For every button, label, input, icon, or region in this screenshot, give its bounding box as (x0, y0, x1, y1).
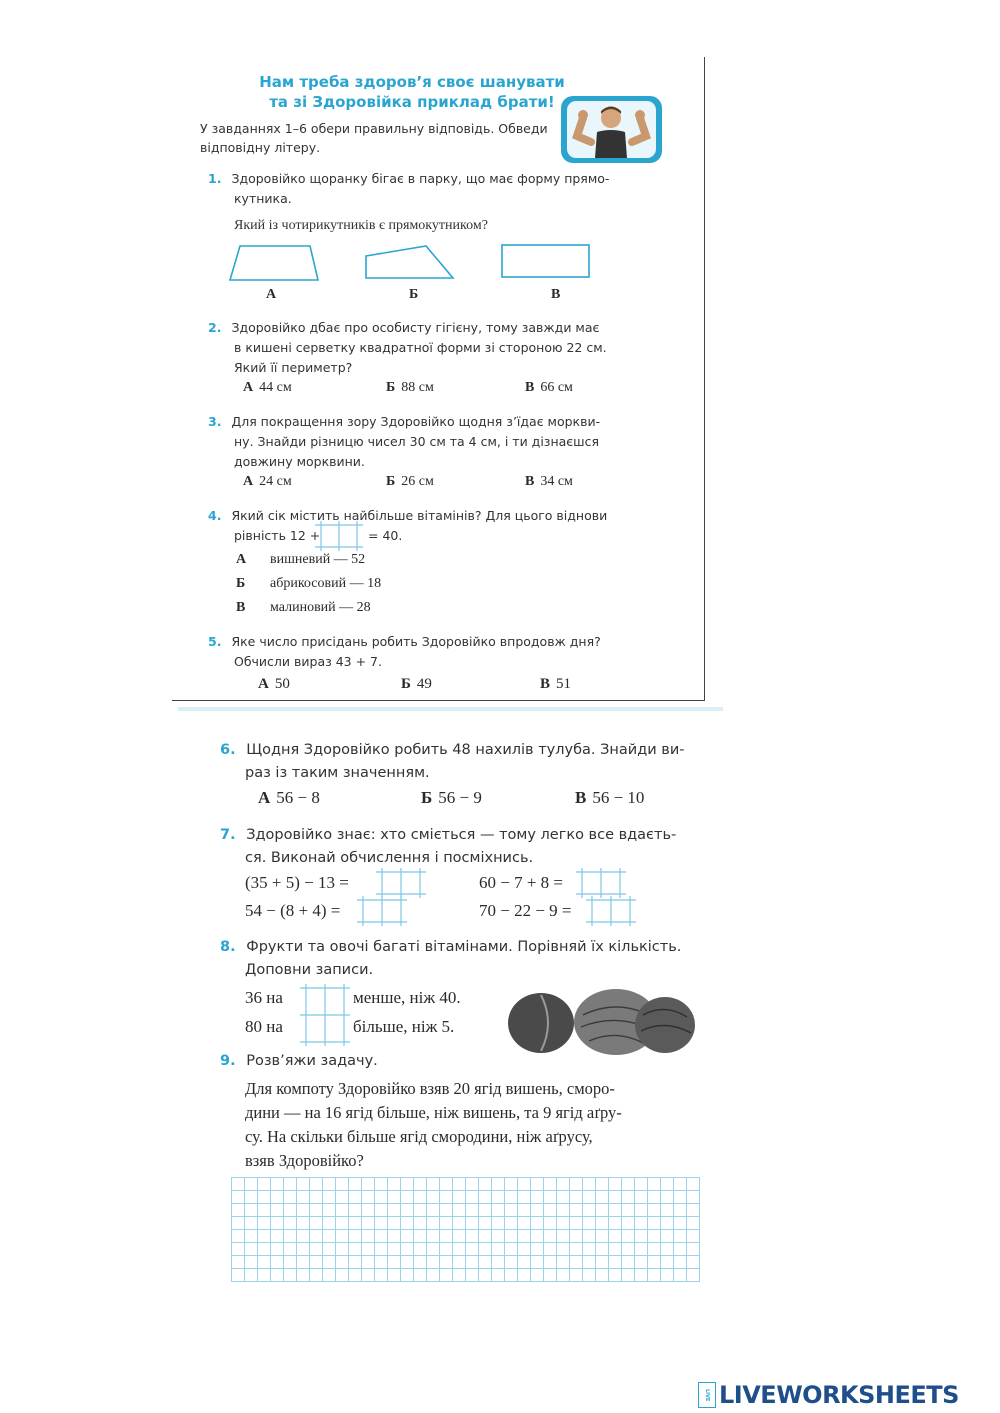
q8-row-2-end: більше, ніж 5. (353, 1017, 455, 1036)
option-letter: В (236, 600, 246, 615)
option-value: 66 см (540, 380, 573, 395)
page-divider (178, 707, 723, 711)
q8-row-1-start: 36 на (245, 988, 283, 1007)
question-text: Яке число присідань робить Здоровійко впродовж дня? (231, 634, 601, 649)
trapezoid-shape-a (230, 246, 318, 280)
question-text-cont: Який її периметр? (234, 360, 353, 375)
q7-answer-grid-3[interactable] (357, 896, 407, 926)
q6-option-b[interactable] (421, 788, 482, 808)
q5-option-b[interactable] (401, 676, 432, 693)
logo-badge (698, 1382, 716, 1408)
question-text-cont: Доповни записи. (245, 962, 374, 978)
question-text-cont: в кишені серветку квадратної форми зі стороною 22 см. (234, 340, 607, 355)
question-1 (208, 169, 668, 236)
option-letter: В (525, 380, 535, 395)
question-text: Здоровійко знає: хто сміється — тому легко все вдаєть- (246, 827, 677, 843)
rectangle-shape-c (502, 245, 589, 277)
q7-expression-3: 54 − (8 + 4) = (245, 901, 341, 920)
question-text-cont: Обчисли вираз 43 + 7. (234, 654, 382, 669)
q8-row-2-start: 80 на (245, 1017, 283, 1036)
shape-label-a[interactable]: А (266, 287, 277, 302)
question-number: 9. (220, 1053, 236, 1069)
option-value: 51 (556, 676, 572, 692)
question-text-cont: довжину морквини. (234, 454, 365, 469)
q4-option-c[interactable] (236, 600, 371, 616)
q4-option-b[interactable] (236, 576, 381, 592)
question-number: 7. (220, 827, 236, 843)
q9-answer-grid[interactable] (231, 1177, 700, 1282)
shape-label-c[interactable]: В (551, 287, 561, 302)
option-letter: Б (236, 576, 246, 591)
q6-option-c[interactable] (575, 788, 644, 808)
q3-option-b[interactable] (386, 474, 434, 490)
question-prompt: Який із чотирикутників є прямокутником? (234, 218, 488, 233)
problem-line-3: су. На скільки більше ягід смородини, ніж аґрусу, (245, 1127, 593, 1146)
option-letter: А (258, 788, 271, 807)
question-text: Який сік містить найбільше вітамінів? Для цього віднови (231, 508, 608, 523)
option-letter: В (575, 788, 587, 807)
q5-option-c[interactable] (540, 676, 571, 693)
q7-expression-2: 60 − 7 + 8 = (479, 873, 564, 892)
problem-line-4: взяв Здоровійко? (245, 1151, 364, 1170)
cabbage-illustration (503, 985, 698, 1057)
problem-line-1: Для компоту Здоровійко взяв 20 ягід вишень, сморо- (245, 1079, 615, 1098)
q5-option-a[interactable] (258, 676, 290, 693)
question-4 (208, 506, 668, 526)
option-value: 26 см (401, 474, 434, 489)
question-text: Розв’яжи задачу. (246, 1053, 378, 1069)
question-number: 4. (208, 508, 222, 523)
option-value: абрикосовий — 18 (270, 576, 382, 591)
option-letter: Б (421, 788, 433, 807)
question-8 (220, 936, 720, 982)
q7-expression-4: 70 − 22 − 9 = (479, 901, 572, 920)
q7-expression-1: (35 + 5) − 13 = (245, 873, 349, 892)
question-7 (220, 824, 720, 870)
option-value: 34 см (540, 474, 573, 489)
option-value: вишневий — 52 (270, 552, 366, 567)
q8-row-1-end: менше, ніж 40. (353, 988, 461, 1007)
question-text-cont: раз із таким значенням. (245, 765, 430, 781)
option-value: 56 − 10 (592, 788, 645, 807)
q7-answer-grid-4[interactable] (586, 896, 636, 926)
question-5 (208, 632, 668, 672)
instructions (200, 119, 560, 157)
instructions-line-2: відповідну літеру. (200, 140, 321, 155)
question-number: 6. (220, 742, 236, 758)
option-value: 56 − 9 (438, 788, 482, 807)
question-text-cont: ну. Знайди різницю чисел 30 см та 4 см, і ти дізнаєшся (234, 434, 599, 449)
question-text: Фрукти та овочі багаті вітамінами. Порівняй їх кількість. (246, 939, 682, 955)
option-value: малиновий — 28 (270, 600, 371, 615)
question-text: Здоровійко щоранку бігає в парку, що має форму прямо- (231, 171, 610, 186)
q2-option-a[interactable] (243, 380, 292, 396)
question-3 (208, 412, 668, 472)
option-letter: А (243, 474, 254, 489)
question-text-cont: ся. Виконай обчислення і посміхнись. (245, 850, 534, 866)
q3-option-a[interactable] (243, 474, 292, 490)
instructions-line-1: У завданнях 1–6 обери правильну відповідь. Обведи (200, 121, 548, 136)
q4-answer-grid[interactable] (315, 521, 363, 551)
option-letter: Б (386, 380, 396, 395)
question-text: Щодня Здоровійко робить 48 нахилів тулуба. Знайди ви- (246, 742, 685, 758)
question-text-cont: кутника. (234, 191, 292, 206)
question-9 (220, 1050, 720, 1073)
option-letter: А (258, 676, 269, 692)
option-value: 24 см (259, 474, 292, 489)
page-title (222, 72, 602, 112)
q4-option-a[interactable] (236, 552, 365, 568)
q9-problem-text (245, 1077, 705, 1173)
question-number: 1. (208, 171, 222, 186)
logo-text: LIVEWORKSHEETS (719, 1381, 959, 1409)
question-text: Здоровійко дбає про особисту гігієну, тому завжди має (231, 320, 600, 335)
question-2 (208, 318, 668, 378)
title-line-2: та зі Здоровійка приклад брати! (269, 93, 555, 111)
question-number: 8. (220, 939, 236, 955)
q4-equation-right: = 40. (368, 528, 403, 543)
liveworksheets-logo[interactable] (698, 1380, 959, 1410)
question-number: 5. (208, 634, 222, 649)
question-text: Для покращення зору Здоровійко щодня з’їдає моркви- (231, 414, 601, 429)
option-letter: Б (386, 474, 396, 489)
option-value: 56 − 8 (276, 788, 320, 807)
option-letter: Б (401, 676, 411, 692)
q2-option-c[interactable] (525, 380, 573, 396)
option-value: 50 (274, 676, 290, 692)
option-letter: А (243, 380, 254, 395)
q3-option-c[interactable] (525, 474, 573, 490)
question-number: 3. (208, 414, 222, 429)
option-value: 88 см (401, 380, 434, 395)
boy-illustration (561, 96, 662, 163)
option-letter: А (236, 552, 247, 567)
option-value: 49 (416, 676, 432, 692)
problem-line-2: дини — на 16 ягід більше, ніж вишень, та 9 ягід аґру- (245, 1103, 622, 1122)
q6-option-a[interactable] (258, 788, 320, 808)
option-letter: В (540, 676, 551, 692)
question-number: 2. (208, 320, 222, 335)
option-letter: В (525, 474, 535, 489)
q7-answer-grid-2[interactable] (576, 868, 626, 898)
q2-option-b[interactable] (386, 380, 434, 396)
q7-answer-grid-1[interactable] (376, 868, 426, 898)
shapes-figure (228, 240, 598, 284)
q4-equation-left: рівність 12 + (234, 528, 321, 543)
quadrilateral-shape-b (366, 246, 453, 278)
option-value: 44 см (259, 380, 292, 395)
logo-badge-text: LIVE (704, 1388, 710, 1402)
question-6 (220, 739, 720, 785)
q8-answer-grid[interactable] (300, 984, 350, 1046)
title-line-1: Нам треба здоров’я своє шанувати (259, 73, 565, 91)
shape-label-b[interactable]: Б (409, 287, 419, 302)
